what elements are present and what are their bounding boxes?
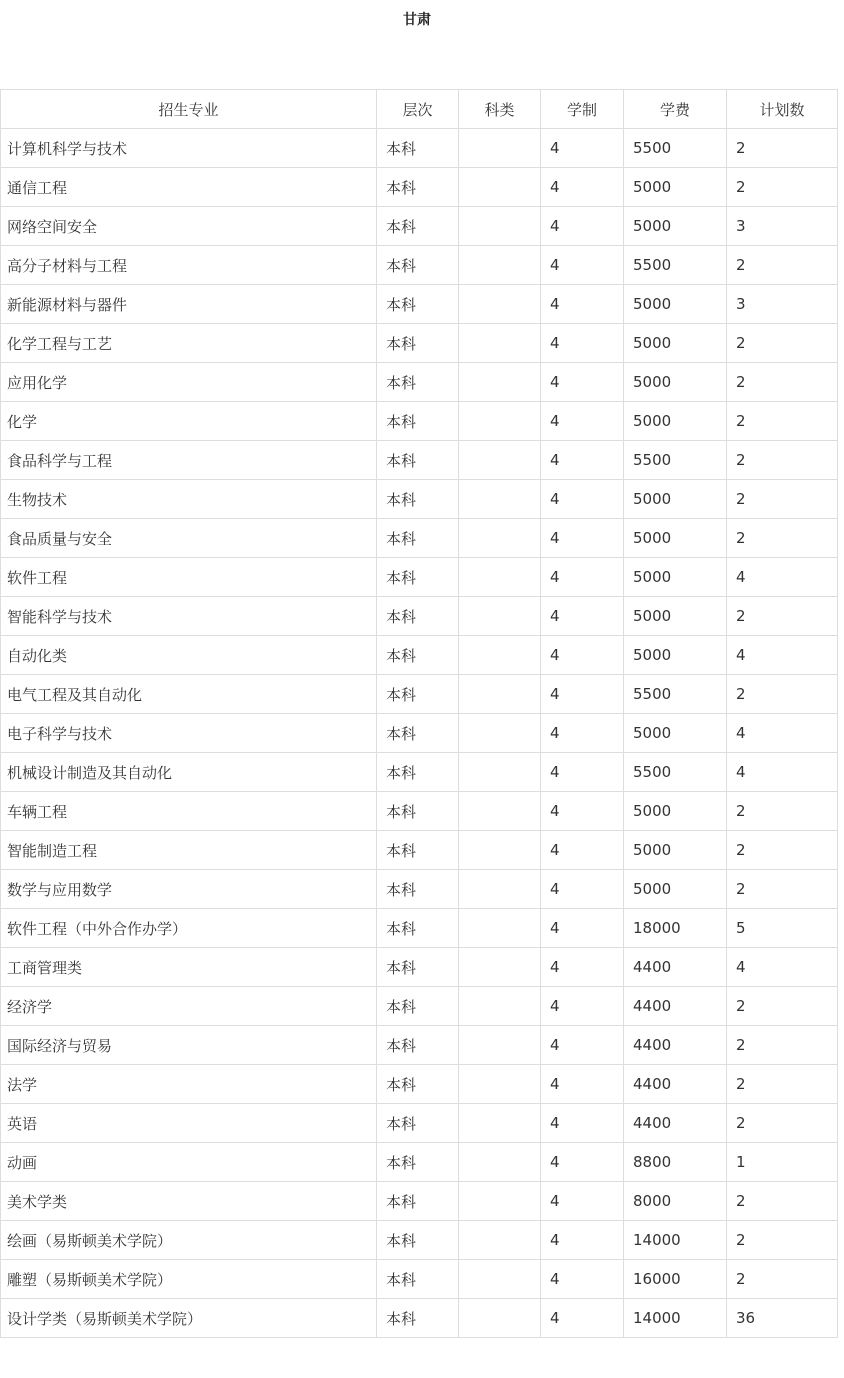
cell-quota: 4 [727,558,838,597]
cell-category [459,558,541,597]
cell-level: 本科 [377,948,459,987]
cell-quota: 2 [727,792,838,831]
table-body [1,129,838,1338]
cell-category [459,129,541,168]
cell-quota: 2 [727,1182,838,1221]
cell-duration: 4 [541,792,624,831]
cell-major: 绘画（易斯顿美术学院） [1,1221,377,1260]
cell-major: 车辆工程 [1,792,377,831]
cell-category [459,519,541,558]
cell-duration: 4 [541,1104,624,1143]
cell-category [459,363,541,402]
cell-tuition: 18000 [624,909,727,948]
cell-level: 本科 [377,1299,459,1338]
cell-major: 计算机科学与技术 [1,129,377,168]
cell-tuition: 14000 [624,1221,727,1260]
cell-category [459,324,541,363]
cell-duration: 4 [541,1065,624,1104]
cell-quota: 4 [727,753,838,792]
table-row [1,519,838,558]
cell-quota: 2 [727,1065,838,1104]
cell-category [459,1260,541,1299]
cell-duration: 4 [541,519,624,558]
cell-category [459,636,541,675]
cell-duration: 4 [541,1143,624,1182]
cell-duration: 4 [541,753,624,792]
cell-level: 本科 [377,831,459,870]
cell-tuition: 5000 [624,402,727,441]
cell-level: 本科 [377,558,459,597]
header-level: 层次 [377,90,459,129]
cell-major: 新能源材料与器件 [1,285,377,324]
cell-category [459,246,541,285]
table-row [1,324,838,363]
cell-tuition: 5000 [624,714,727,753]
table-row [1,441,838,480]
cell-tuition: 5500 [624,246,727,285]
cell-level: 本科 [377,246,459,285]
cell-category [459,441,541,480]
cell-quota: 2 [727,1260,838,1299]
cell-tuition: 5000 [624,285,727,324]
table-row [1,675,838,714]
cell-quota: 2 [727,519,838,558]
table-row [1,363,838,402]
cell-level: 本科 [377,285,459,324]
table-row [1,831,838,870]
cell-duration: 4 [541,1221,624,1260]
cell-major: 智能科学与技术 [1,597,377,636]
cell-duration: 4 [541,285,624,324]
cell-tuition: 4400 [624,987,727,1026]
cell-level: 本科 [377,1104,459,1143]
cell-major: 动画 [1,1143,377,1182]
cell-quota: 2 [727,324,838,363]
table-row [1,597,838,636]
cell-quota: 2 [727,870,838,909]
cell-quota: 2 [727,168,838,207]
table-row [1,909,838,948]
table-row [1,987,838,1026]
cell-level: 本科 [377,1182,459,1221]
cell-category [459,597,541,636]
cell-tuition: 5000 [624,207,727,246]
cell-major: 工商管理类 [1,948,377,987]
cell-duration: 4 [541,558,624,597]
cell-major: 美术学类 [1,1182,377,1221]
cell-category [459,285,541,324]
cell-category [459,831,541,870]
cell-category [459,402,541,441]
cell-major: 生物技术 [1,480,377,519]
cell-level: 本科 [377,1260,459,1299]
cell-major: 数学与应用数学 [1,870,377,909]
table-row [1,558,838,597]
cell-tuition: 4400 [624,1065,727,1104]
cell-quota: 2 [727,480,838,519]
cell-category [459,1221,541,1260]
cell-tuition: 5000 [624,363,727,402]
cell-duration: 4 [541,129,624,168]
cell-quota: 2 [727,402,838,441]
cell-category [459,1299,541,1338]
cell-quota: 3 [727,285,838,324]
cell-quota: 2 [727,441,838,480]
cell-level: 本科 [377,636,459,675]
cell-level: 本科 [377,441,459,480]
cell-category [459,1026,541,1065]
cell-category [459,480,541,519]
cell-major: 机械设计制造及其自动化 [1,753,377,792]
cell-quota: 2 [727,675,838,714]
cell-quota: 1 [727,1143,838,1182]
cell-level: 本科 [377,870,459,909]
cell-category [459,948,541,987]
header-quota: 计划数 [727,90,838,129]
cell-quota: 2 [727,1026,838,1065]
cell-tuition: 16000 [624,1260,727,1299]
cell-tuition: 5000 [624,168,727,207]
cell-major: 软件工程（中外合作办学） [1,909,377,948]
cell-level: 本科 [377,129,459,168]
cell-category [459,1143,541,1182]
cell-major: 法学 [1,1065,377,1104]
cell-tuition: 5000 [624,324,727,363]
cell-major: 雕塑（易斯顿美术学院） [1,1260,377,1299]
table-row [1,402,838,441]
cell-tuition: 5500 [624,675,727,714]
cell-level: 本科 [377,1065,459,1104]
cell-quota: 2 [727,246,838,285]
cell-quota: 4 [727,636,838,675]
cell-major: 化学 [1,402,377,441]
header-category: 科类 [459,90,541,129]
cell-level: 本科 [377,324,459,363]
table-row [1,1221,838,1260]
cell-level: 本科 [377,402,459,441]
cell-level: 本科 [377,714,459,753]
cell-tuition: 4400 [624,1104,727,1143]
cell-level: 本科 [377,753,459,792]
cell-category [459,168,541,207]
cell-level: 本科 [377,480,459,519]
cell-level: 本科 [377,909,459,948]
page-title: 甘肃 [403,12,431,28]
cell-major: 英语 [1,1104,377,1143]
cell-major: 国际经济与贸易 [1,1026,377,1065]
cell-tuition: 14000 [624,1299,727,1338]
cell-major: 食品科学与工程 [1,441,377,480]
table-row [1,285,838,324]
cell-quota: 2 [727,129,838,168]
cell-level: 本科 [377,1143,459,1182]
cell-tuition: 5500 [624,753,727,792]
cell-level: 本科 [377,597,459,636]
cell-duration: 4 [541,1182,624,1221]
cell-major: 通信工程 [1,168,377,207]
table-row [1,1299,838,1338]
cell-major: 智能制造工程 [1,831,377,870]
cell-tuition: 5000 [624,831,727,870]
cell-duration: 4 [541,987,624,1026]
cell-quota: 2 [727,597,838,636]
cell-quota: 4 [727,948,838,987]
cell-quota: 36 [727,1299,838,1338]
cell-quota: 2 [727,1104,838,1143]
cell-duration: 4 [541,948,624,987]
cell-tuition: 4400 [624,948,727,987]
cell-major: 电子科学与技术 [1,714,377,753]
cell-duration: 4 [541,831,624,870]
cell-tuition: 5000 [624,636,727,675]
cell-quota: 2 [727,363,838,402]
cell-category [459,987,541,1026]
cell-category [459,1182,541,1221]
cell-quota: 3 [727,207,838,246]
cell-quota: 4 [727,714,838,753]
table-row [1,480,838,519]
cell-level: 本科 [377,168,459,207]
cell-duration: 4 [541,1299,624,1338]
cell-level: 本科 [377,675,459,714]
cell-major: 高分子材料与工程 [1,246,377,285]
cell-duration: 4 [541,207,624,246]
table-row [1,753,838,792]
cell-tuition: 5000 [624,558,727,597]
cell-tuition: 5000 [624,480,727,519]
cell-duration: 4 [541,636,624,675]
cell-category [459,909,541,948]
cell-duration: 4 [541,1260,624,1299]
cell-category [459,714,541,753]
cell-level: 本科 [377,1221,459,1260]
cell-category [459,207,541,246]
cell-tuition: 5500 [624,129,727,168]
table-row [1,1065,838,1104]
enrollment-plan-table [0,89,838,1338]
table-row [1,1026,838,1065]
header-major: 招生专业 [1,90,377,129]
cell-tuition: 8800 [624,1143,727,1182]
cell-quota: 2 [727,1221,838,1260]
cell-duration: 4 [541,402,624,441]
cell-category [459,792,541,831]
cell-major: 软件工程 [1,558,377,597]
cell-tuition: 5500 [624,441,727,480]
cell-major: 应用化学 [1,363,377,402]
cell-quota: 2 [727,987,838,1026]
cell-duration: 4 [541,909,624,948]
cell-quota: 2 [727,831,838,870]
cell-duration: 4 [541,714,624,753]
table-row [1,1143,838,1182]
cell-major: 设计学类（易斯顿美术学院） [1,1299,377,1338]
cell-major: 电气工程及其自动化 [1,675,377,714]
cell-category [459,675,541,714]
table-row [1,1260,838,1299]
table-row [1,1104,838,1143]
cell-tuition: 8000 [624,1182,727,1221]
table-row [1,168,838,207]
table-row [1,129,838,168]
cell-level: 本科 [377,519,459,558]
cell-category [459,1104,541,1143]
cell-tuition: 5000 [624,519,727,558]
table-row [1,714,838,753]
cell-duration: 4 [541,441,624,480]
cell-duration: 4 [541,246,624,285]
cell-tuition: 5000 [624,792,727,831]
table-row [1,948,838,987]
header-duration: 学制 [541,90,624,129]
cell-tuition: 4400 [624,1026,727,1065]
table-row [1,636,838,675]
cell-level: 本科 [377,987,459,1026]
cell-duration: 4 [541,324,624,363]
cell-major: 经济学 [1,987,377,1026]
cell-major: 自动化类 [1,636,377,675]
cell-duration: 4 [541,480,624,519]
table-row [1,870,838,909]
cell-level: 本科 [377,207,459,246]
cell-duration: 4 [541,1026,624,1065]
cell-category [459,1065,541,1104]
table-row [1,792,838,831]
cell-category [459,753,541,792]
table-header-row [1,90,838,129]
cell-tuition: 5000 [624,870,727,909]
cell-level: 本科 [377,1026,459,1065]
cell-tuition: 5000 [624,597,727,636]
cell-duration: 4 [541,168,624,207]
cell-duration: 4 [541,870,624,909]
header-tuition: 学费 [624,90,727,129]
cell-duration: 4 [541,675,624,714]
table-row [1,207,838,246]
cell-quota: 5 [727,909,838,948]
cell-major: 网络空间安全 [1,207,377,246]
cell-duration: 4 [541,597,624,636]
cell-category [459,870,541,909]
cell-duration: 4 [541,363,624,402]
cell-level: 本科 [377,792,459,831]
table-row [1,246,838,285]
table-row [1,1182,838,1221]
cell-major: 食品质量与安全 [1,519,377,558]
cell-major: 化学工程与工艺 [1,324,377,363]
cell-level: 本科 [377,363,459,402]
